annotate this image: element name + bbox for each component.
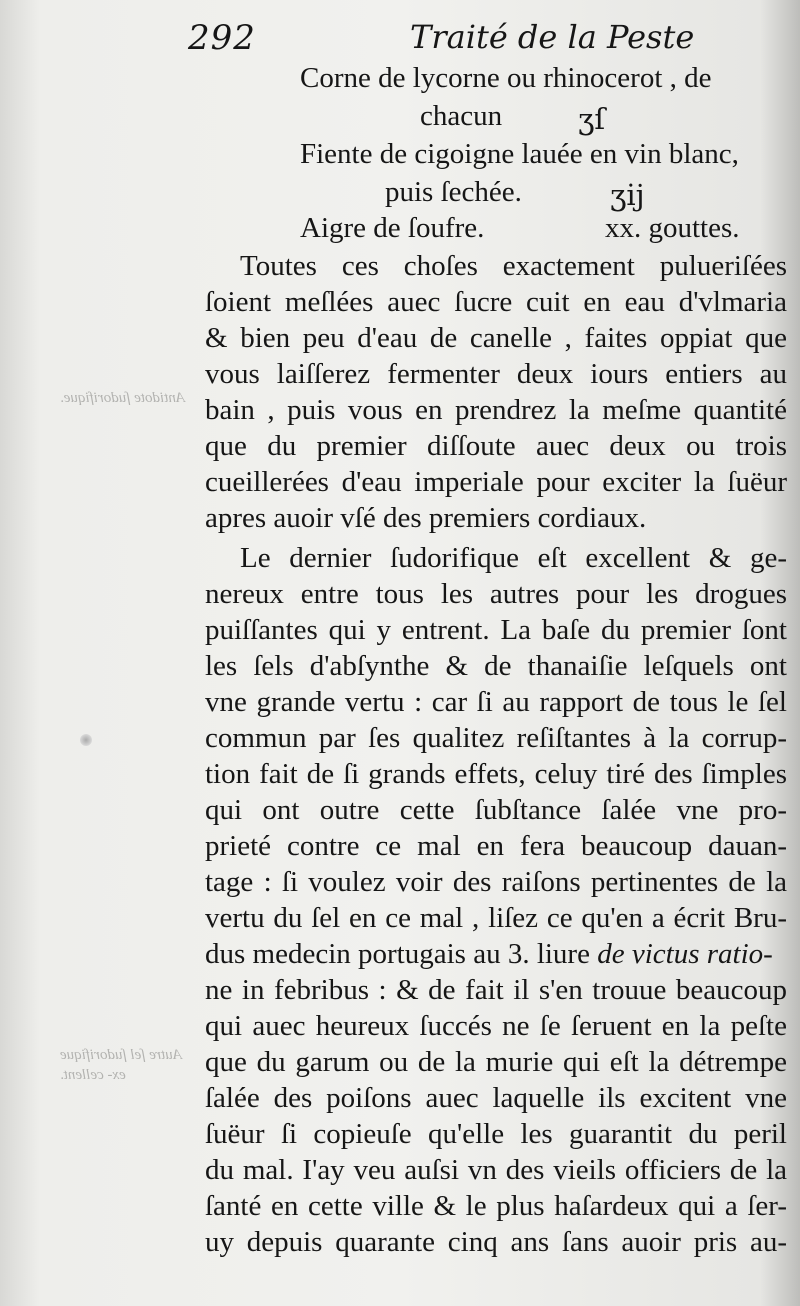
recipe-item-name: puis ſechée. bbox=[385, 176, 522, 208]
text-line: tion fait de ſi grands effets, celuy tiré des ſimples bbox=[205, 758, 787, 790]
recipe-item-name: Fiente de cigoigne lauée en vin blanc, bbox=[300, 138, 739, 170]
text-line bbox=[205, 936, 787, 972]
latin-title: de victus ratio- bbox=[597, 938, 773, 970]
text-line: commun par ſes qualitez reſiſtantes à la corrup- bbox=[205, 722, 787, 754]
text-line: puiſſantes qui y entrent. La baſe du premier ſont bbox=[205, 614, 787, 646]
text-line: ſalée des poiſons auec laquelle ils excitent vne bbox=[205, 1082, 787, 1114]
text-line: du mal. I'ay veu auſsi vn des vieils officiers de la bbox=[205, 1154, 787, 1186]
text-line: uy depuis quarante cinq ans ſans auoir pris au- bbox=[205, 1226, 787, 1258]
running-title: Traité de la Peste bbox=[410, 18, 695, 56]
text-line: ne in febribus : & de fait il s'en trouue beaucoup bbox=[205, 974, 787, 1006]
recipe-item-name: Corne de lycorne ou rhinocerot , de bbox=[300, 62, 712, 94]
text-line: vertu du ſel en ce mal , liſez ce qu'en a écrit Bru- bbox=[205, 902, 787, 934]
recipe-item-name: chacun bbox=[420, 100, 503, 132]
text-line: nereux entre tous les autres pour les drogues bbox=[205, 578, 787, 610]
text-line: cueillerées d'eau imperiale pour exciter la ſuëur bbox=[205, 466, 787, 498]
text-line: que du premier diſſoute auec deux ou trois bbox=[205, 430, 787, 462]
text-line: bain , puis vous en prendrez la meſme quantité bbox=[205, 394, 787, 426]
text-line: tage : ſi voulez voir des raiſons pertinentes de la bbox=[205, 866, 787, 898]
text-line: & bien peu d'eau de canelle , faites oppiat que bbox=[205, 322, 787, 354]
text-line: Toutes ces choſes exactement pulueriſées bbox=[240, 250, 787, 282]
recipe-item-name: Aigre de ſoufre. bbox=[300, 212, 485, 244]
page-header bbox=[0, 18, 800, 62]
page-number: 292 bbox=[188, 18, 256, 58]
text-line: prieté contre ce mal en fera beaucoup dauan- bbox=[205, 830, 787, 862]
recipe-item-dose: ʒij bbox=[610, 178, 645, 212]
text-line: apres auoir vſé des premiers cordiaux. bbox=[205, 502, 647, 534]
recipe-item-dose: xx. gouttes. bbox=[605, 212, 740, 244]
text-line: les ſels d'abſynthe & de thanaiſie leſquels ont bbox=[205, 650, 787, 682]
text-line: ſuëur ſi copieuſe qu'elle les guarantit du peril bbox=[205, 1118, 787, 1150]
text-line: ſoient meſlées auec ſucre cuit en eau d'vlmaria bbox=[205, 286, 787, 318]
ink-speck bbox=[80, 734, 92, 746]
text-line: qui ont outre cette ſubſtance ſalée vne pro- bbox=[205, 794, 787, 826]
text-line-start: dus medecin portugais au 3. liure bbox=[205, 938, 590, 970]
margin-note-show-through: Antidote ſudorifique. bbox=[60, 390, 185, 406]
text-line: Le dernier ſudorifique eſt excellent & ge- bbox=[240, 542, 787, 574]
text-line: qui auec heureux ſuccés ne ſe ſeruent en la peſte bbox=[205, 1010, 787, 1042]
text-line: vous laiſſerez fermenter deux iours entiers au bbox=[205, 358, 787, 390]
margin-note-show-through: Autre ſel ſudorifique ex- cellent. bbox=[60, 1047, 182, 1083]
text-line: ſanté en cette ville & le plus haſardeux qui a ſer- bbox=[205, 1190, 787, 1222]
text-line: que du garum ou de la murie qui eſt la détrempe bbox=[205, 1046, 787, 1078]
recipe-item-dose: ʒſ bbox=[578, 102, 606, 136]
text-line: vne grande vertu : car ſi au rapport de tous le ſel bbox=[205, 686, 787, 718]
